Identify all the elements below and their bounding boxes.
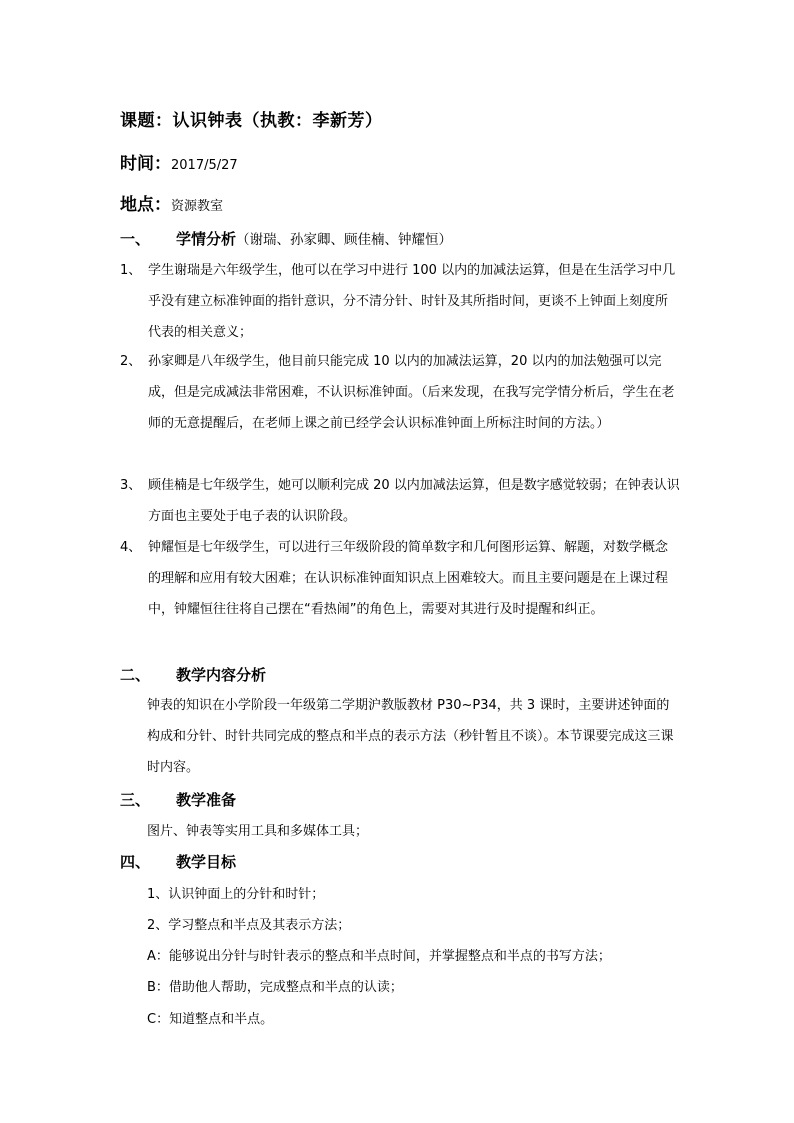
section-heading-3 <box>120 789 794 810</box>
section-number: 二、 <box>120 666 151 684</box>
item-text: 钟耀恒是七年级学生，可以进行三年级阶段的简单数字和几何图形运算、解题，对数学概念的理解和应用有较大困难；在认识标准钟面知识点上困难较大。而且主要问题是在上课过程中，钟耀恒往往将自己摆在“看热闹”的角色上，需要对其进行及时提醒和纠正。 <box>148 540 669 617</box>
section-heading-4 <box>120 851 794 872</box>
objective-line: C：知道整点和半点。 <box>147 1012 274 1027</box>
analysis-item-3 <box>120 470 680 532</box>
item-marker: 3、 <box>120 478 142 493</box>
objective-line: A：能够说出分针与时针表示的整点和半点时间，并掌握整点和半点的书写方法； <box>147 949 611 964</box>
item-text: 顾佳楠是七年级学生，她可以顺利完成 20 以内加减法运算，但是数字感觉较弱；在钟表认识方面也主要处于电子表的认识阶段。 <box>148 478 680 524</box>
section-title: 教学目标 <box>176 853 237 871</box>
section-title: 教学内容分析 <box>176 666 267 684</box>
time-label: 时间： <box>120 154 171 174</box>
item-marker: 1、 <box>120 263 142 278</box>
item-text: 孙家卿是八年级学生，他目前只能完成 10 以内的加减法运算，20 以内的加法勉强可以完成，但是完成减法非常困难，不认识标准钟面。（后来发现，在我写完学情分析后，学生在老师的无意提醒后，在老师上课之前已经学会认识标准钟面上所标注时间的方法。） <box>148 354 675 431</box>
objective-line: 1、认识钟面上的分针和时针； <box>147 887 325 902</box>
lesson-title: 课题：认识钟表（执教：李新芳） <box>120 111 383 131</box>
place-line <box>120 190 794 215</box>
section-heading-2 <box>120 664 794 685</box>
section-number: 三、 <box>120 791 151 809</box>
item-marker: 4、 <box>120 540 142 555</box>
section-subtitle: （谢瑞、孙家卿、顾佳楠、钟耀恒） <box>236 232 453 248</box>
section-heading-1 <box>120 228 794 249</box>
section-title: 学情分析 <box>176 230 237 248</box>
item-text: 学生谢瑞是六年级学生，他可以在学习中进行 100 以内的加减法运算，但是在生活学习中几乎没有建立标准钟面的指针意识，分不清分针、时针及其所指时间，更谈不上钟面上刻度所代表的相关意义； <box>148 263 676 340</box>
time-line <box>120 149 794 174</box>
objective-line: 2、学习整点和半点及其表示方法； <box>147 918 351 933</box>
place-value: 资源教室 <box>171 199 224 214</box>
section-number: 四、 <box>120 853 151 871</box>
time-value: 2017/5/27 <box>171 158 238 173</box>
section-number: 一、 <box>120 230 151 248</box>
objective-line: B：借助他人帮助，完成整点和半点的认读； <box>147 980 403 995</box>
item-marker: 2、 <box>120 354 142 369</box>
analysis-item-2 <box>120 346 680 439</box>
place-label: 地点： <box>120 195 171 215</box>
analysis-item-1 <box>120 255 680 348</box>
content-analysis-paragraph: 钟表的知识在小学阶段一年级第二学期沪教版教材 P30~P34，共 3 课时，主要讲述钟面的构成和分针、时针共同完成的整点和半点的表示方法（秒针暂且不谈）。本节课要完成这三课时内容。 <box>147 698 674 775</box>
section-title: 教学准备 <box>176 791 237 809</box>
analysis-item-4 <box>120 532 680 625</box>
preparation-text: 图片、钟表等实用工具和多媒体工具； <box>147 824 369 839</box>
